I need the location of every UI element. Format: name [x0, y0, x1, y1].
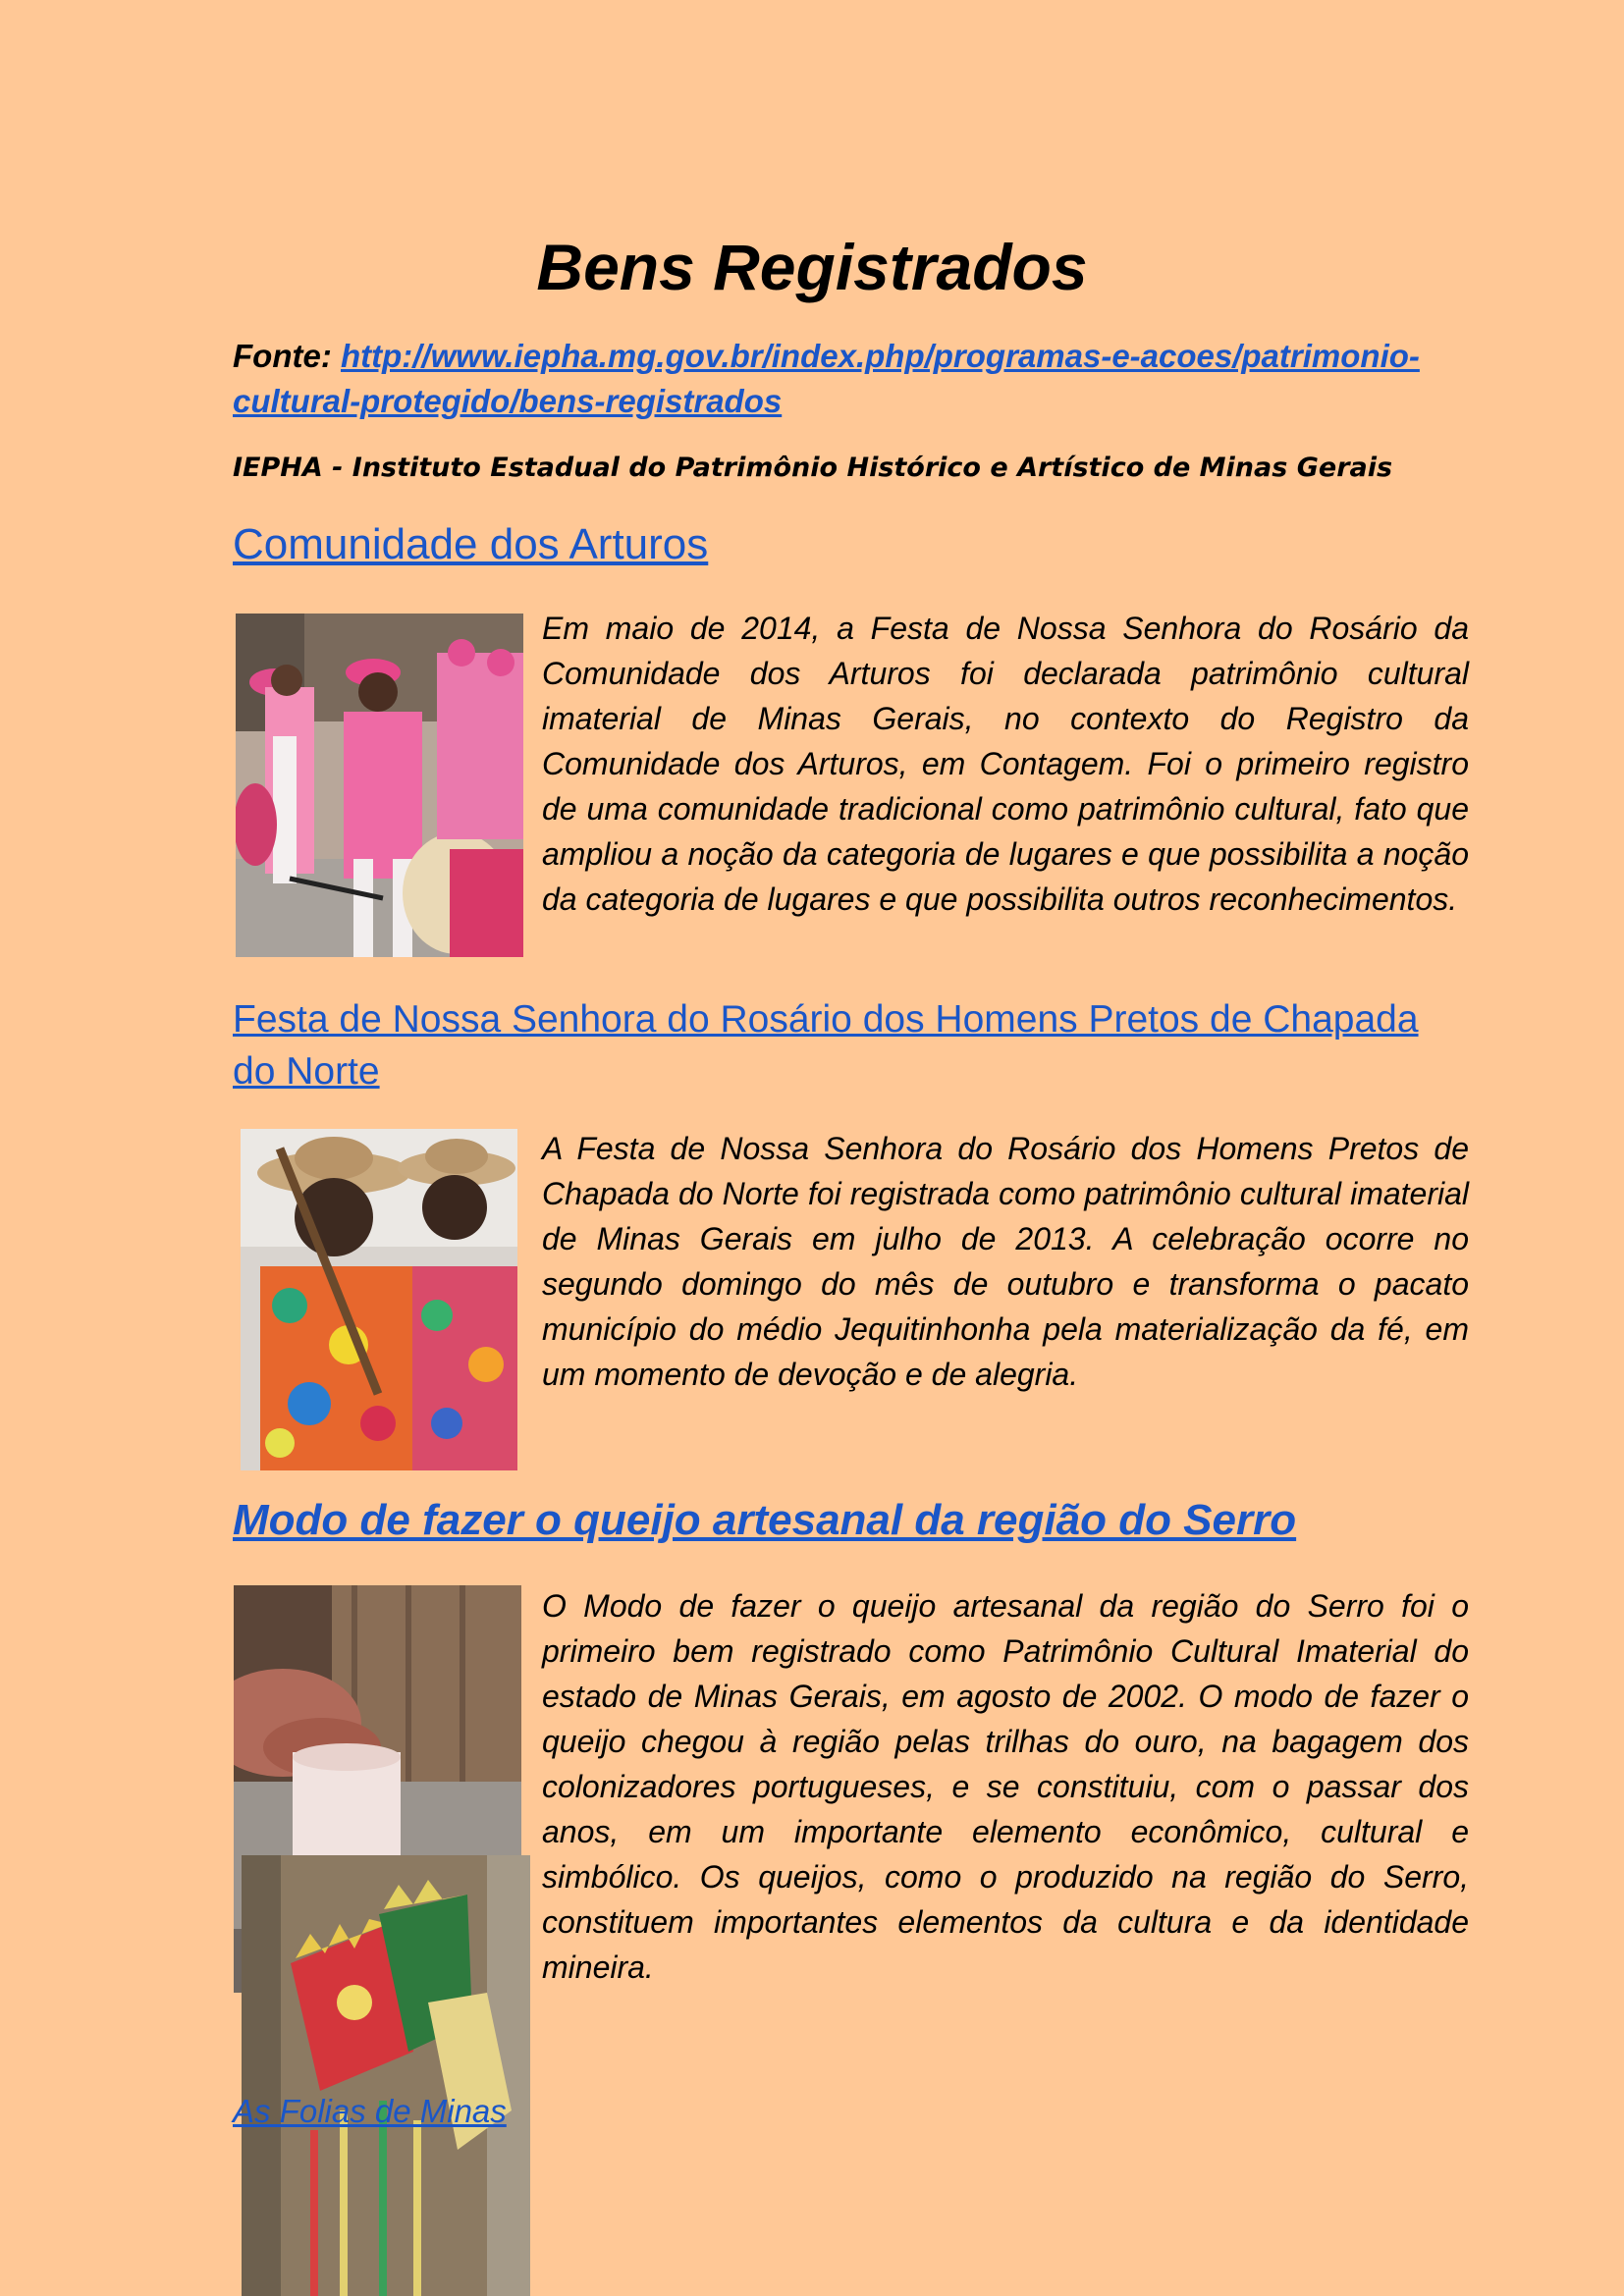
- arturos-festival-photo: [236, 614, 523, 957]
- folias-crowns-photo: [242, 1855, 530, 2296]
- source-label: Fonte:: [233, 338, 332, 374]
- section-text-arturos: Em maio de 2014, a Festa de Nossa Senhora do Rosário da Comunidade dos Arturos foi declarada patrimônio cultural imaterial de Minas Gerais, no contexto do Registro da Comunidade dos Arturos, em Contagem. Foi o primeiro registro de uma comunidade tradicional como patrimônio cultural, fato que ampliou a noção da categoria de lugares e que possibilita a noção da categoria de lugares e que possibilita outros reconhecimentos.: [542, 611, 1469, 917]
- source-line: [233, 334, 1480, 424]
- section-heading-chapada-link[interactable]: Festa de Nossa Senhora do Rosário dos Homens Pretos de Chapada do Norte: [233, 998, 1419, 1093]
- chapada-musicians-photo: [241, 1129, 517, 1470]
- source-link[interactable]: http://www.iepha.mg.gov.br/index.php/programas-e-acoes/patrimonio-cultural-protegido/bens-registrados: [233, 338, 1420, 419]
- section-text-serro: O Modo de fazer o queijo artesanal da região do Serro foi o primeiro bem registrado como Patrimônio Cultural Imaterial do estado de Minas Gerais, em agosto de 2002. O modo de fazer o queijo chegou à região pelas trilhas do ouro, na bagagem dos colonizadores portugueses, e se constituiu, com o passar dos anos, em um importante elemento econômico, cultural e simbólico. Os queijos, como o produzido na região do Serro, constituem importantes elementos da cultura e da identidade mineira.: [542, 1588, 1469, 1985]
- section-heading-serro-link[interactable]: Modo de fazer o queijo artesanal da região do Serro: [233, 1496, 1297, 1544]
- section-heading-folias-link[interactable]: As Folias de Minas: [233, 2093, 507, 2129]
- page-title: Bens Registrados: [536, 231, 1088, 303]
- section-heading-arturos-link[interactable]: Comunidade dos Arturos: [233, 520, 709, 568]
- institution-name: IEPHA - Instituto Estadual do Patrimônio Histórico e Artístico de Minas Gerais: [233, 453, 1393, 483]
- section-text-chapada: A Festa de Nossa Senhora do Rosário dos Homens Pretos de Chapada do Norte foi registrada como patrimônio cultural imaterial de Minas Gerais em julho de 2013. A celebração ocorre no segundo domingo do mês de outubro e transforma o pacato município do médio Jequitinhonha pela materialização da fé, em um momento de devoção e de alegria.: [542, 1131, 1469, 1392]
